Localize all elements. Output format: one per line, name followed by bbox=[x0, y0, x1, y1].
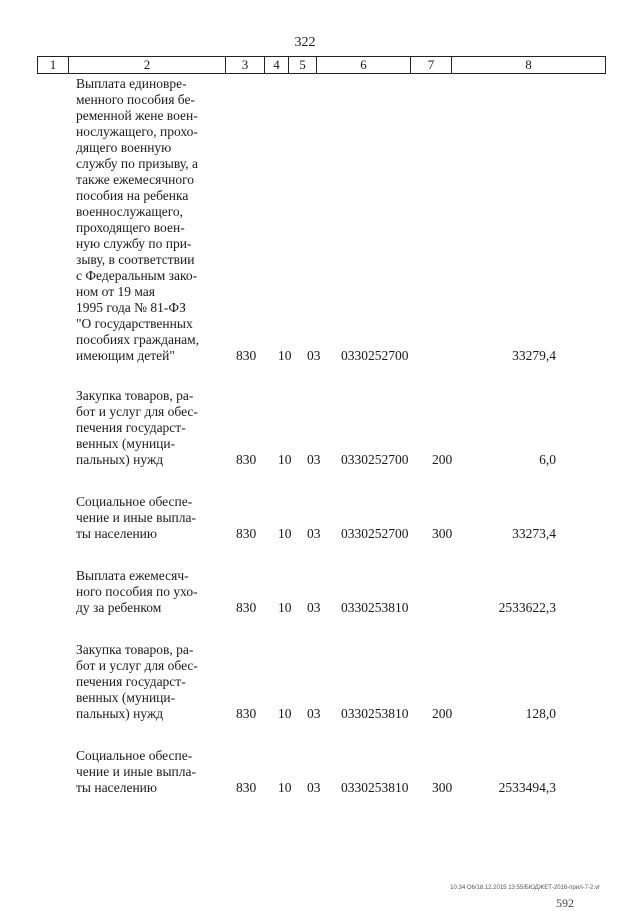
row-ved: 830 bbox=[236, 526, 257, 541]
row-sum: 128,0 bbox=[525, 706, 556, 721]
row-description: Закупка товаров, ра- бот и услуг для обес- печения государст- венных (муници- пальных) нужд bbox=[76, 388, 198, 467]
row-sum: 2533494,3 bbox=[498, 780, 556, 795]
row-rz: 10 bbox=[278, 600, 292, 615]
table-row bbox=[0, 748, 640, 796]
row-ved: 830 bbox=[236, 348, 257, 363]
row-ved: 830 bbox=[236, 600, 257, 615]
row-description: Социальное обеспе- чение и иные выпла- ты населению bbox=[76, 494, 196, 541]
header-col-4: 4 bbox=[265, 57, 289, 73]
row-csr: 0330253810 bbox=[341, 780, 409, 795]
row-csr: 0330253810 bbox=[341, 600, 409, 615]
table-header bbox=[37, 56, 606, 74]
header-col-3: 3 bbox=[226, 57, 265, 73]
row-description: Социальное обеспе- чение и иные выпла- ты населению bbox=[76, 748, 196, 795]
footer-stamp: 10.34 О6/18.12.2015 13:55/БЮДЖЕТ-2016-прил-7-2.vr bbox=[450, 885, 600, 891]
row-rz: 10 bbox=[278, 348, 292, 363]
row-pr: 03 bbox=[307, 452, 321, 467]
row-pr: 03 bbox=[307, 526, 321, 541]
row-pr: 03 bbox=[307, 600, 321, 615]
row-rz: 10 bbox=[278, 780, 292, 795]
footer-page-number: 592 bbox=[556, 896, 574, 910]
row-rz: 10 bbox=[278, 452, 292, 467]
row-vr: 300 bbox=[432, 780, 453, 795]
row-vr: 200 bbox=[432, 452, 453, 467]
header-col-5: 5 bbox=[289, 57, 317, 73]
header-col-7: 7 bbox=[411, 57, 452, 73]
row-description: Выплата единовре- менного пособия бе- ременной жене воен- нослужащего, прохо- дящего военную службу по призыву, а также ежемесячного пособия на ребенка военнослужащего, проходящего воен- ную службу по при- зыву, в соответствии с Федеральным зако- ном от 19 мая 1995 года № 81-ФЗ "О государственных пособиях гражданам, имеющим детей" bbox=[76, 76, 200, 363]
header-col-6: 6 bbox=[317, 57, 411, 73]
row-ved: 830 bbox=[236, 452, 257, 467]
row-ved: 830 bbox=[236, 780, 257, 795]
row-pr: 03 bbox=[307, 780, 321, 795]
table-row bbox=[0, 76, 640, 364]
row-rz: 10 bbox=[278, 526, 292, 541]
row-description: Закупка товаров, ра- бот и услуг для обес- печения государст- венных (муници- пальных) нужд bbox=[76, 642, 198, 721]
row-pr: 03 bbox=[307, 706, 321, 721]
budget-entries bbox=[0, 76, 640, 822]
header-col-1: 1 bbox=[38, 57, 69, 73]
row-rz: 10 bbox=[278, 706, 292, 721]
header-col-2: 2 bbox=[69, 57, 226, 73]
table-row bbox=[0, 388, 640, 468]
table-row bbox=[0, 568, 640, 616]
row-vr: 300 bbox=[432, 526, 453, 541]
header-col-8: 8 bbox=[525, 57, 532, 72]
row-csr: 0330253810 bbox=[341, 706, 409, 721]
row-pr: 03 bbox=[307, 348, 321, 363]
row-vr: 200 bbox=[432, 706, 453, 721]
table-row bbox=[0, 642, 640, 722]
row-sum: 33273,4 bbox=[512, 526, 556, 541]
table-row bbox=[0, 494, 640, 542]
row-sum: 6,0 bbox=[539, 452, 556, 467]
row-sum: 2533622,3 bbox=[498, 600, 556, 615]
row-description: Выплата ежемесяч- ного пособия по ухо- ду за ребенком bbox=[76, 568, 198, 615]
row-ved: 830 bbox=[236, 706, 257, 721]
row-csr: 0330252700 bbox=[341, 348, 409, 363]
row-csr: 0330252700 bbox=[341, 452, 409, 467]
row-csr: 0330252700 bbox=[341, 526, 409, 541]
page-number: 322 bbox=[294, 35, 316, 50]
row-sum: 33279,4 bbox=[512, 348, 556, 363]
